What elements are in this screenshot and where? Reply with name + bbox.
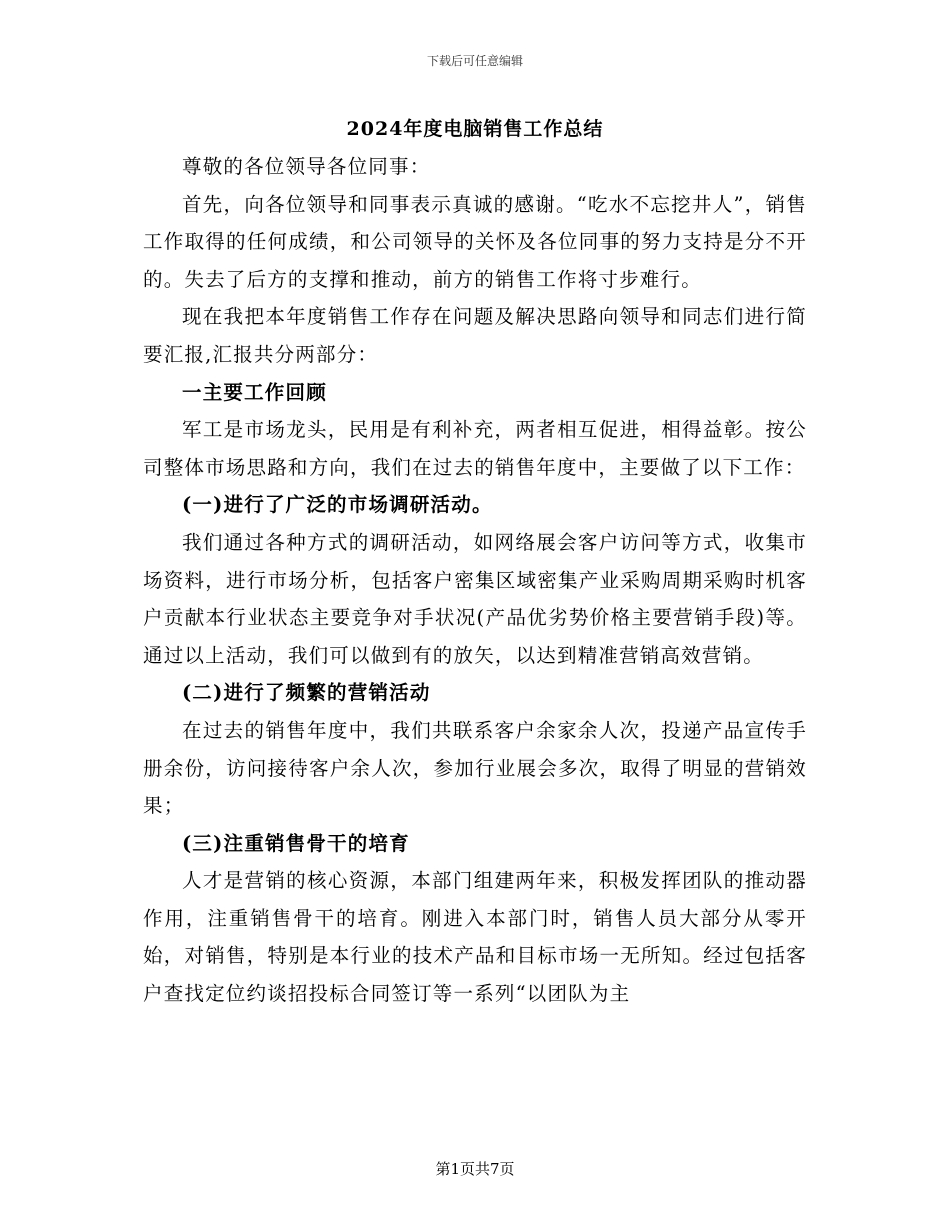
page-number-footer: 第1页共7页 xyxy=(435,1160,515,1178)
section-heading-review: 一主要工作回顾 xyxy=(182,380,327,404)
paragraph-talent: 人才是营销的核心资源，本部门组建两年来，积极发挥团队的推动器作用，注重销售骨干的培育。刚进入本部门时，销售人员大部分从零开始，对销售，特别是本行业的技术产品和目标市场一无所知。经过包括客户查找定位约谈招投标合同签订等一系列“以团队为主 xyxy=(143,869,807,1006)
paragraph-thanks: 首先，向各位领导和同事表示真诚的感谢。“吃水不忘挖井人”，销售工作取得的任何成绩，和公司领导的关怀及各位同事的努力支持是分不开的。失去了后方的支撑和推动，前方的销售工作将寸步难行。 xyxy=(143,192,807,291)
subsection-heading-marketing: (二)进行了频繁的营销活动 xyxy=(182,681,431,705)
document-body xyxy=(143,148,807,1013)
document-title: 2024年度电脑销售工作总结 xyxy=(346,118,604,140)
subsection-heading-research: (一)进行了广泛的市场调研活动。 xyxy=(182,493,493,517)
paragraph-salutation: 尊敬的各位领导各位同事： xyxy=(182,155,431,178)
page-header-note: 下载后可任意编辑 xyxy=(426,54,523,68)
subsection-heading-talent: (三)注重销售骨干的培育 xyxy=(182,831,410,855)
paragraph-overview: 军工是市场龙头，民用是有利补充，两者相互促进，相得益彰。按公司整体市场思路和方向，我们在过去的销售年度中，主要做了以下工作： xyxy=(143,418,807,479)
paragraph-marketing: 在过去的销售年度中，我们共联系客户余家余人次，投递产品宣传手册余份，访问接待客户余人次，参加行业展会多次，取得了明显的营销效果； xyxy=(143,718,807,818)
paragraph-intro: 现在我把本年度销售工作存在问题及解决思路向领导和同志们进行简要汇报,汇报共分两部分： xyxy=(143,305,807,366)
paragraph-research: 我们通过各种方式的调研活动，如网络展会客户访问等方式，收集市场资料，进行市场分析，包括客户密集区域密集产业采购周期采购时机客户贡献本行业状态主要竞争对手状况(产品优劣势价格主要营销手段)等。通过以上活动，我们可以做到有的放矢，以达到精准营销高效营销。 xyxy=(143,530,807,667)
